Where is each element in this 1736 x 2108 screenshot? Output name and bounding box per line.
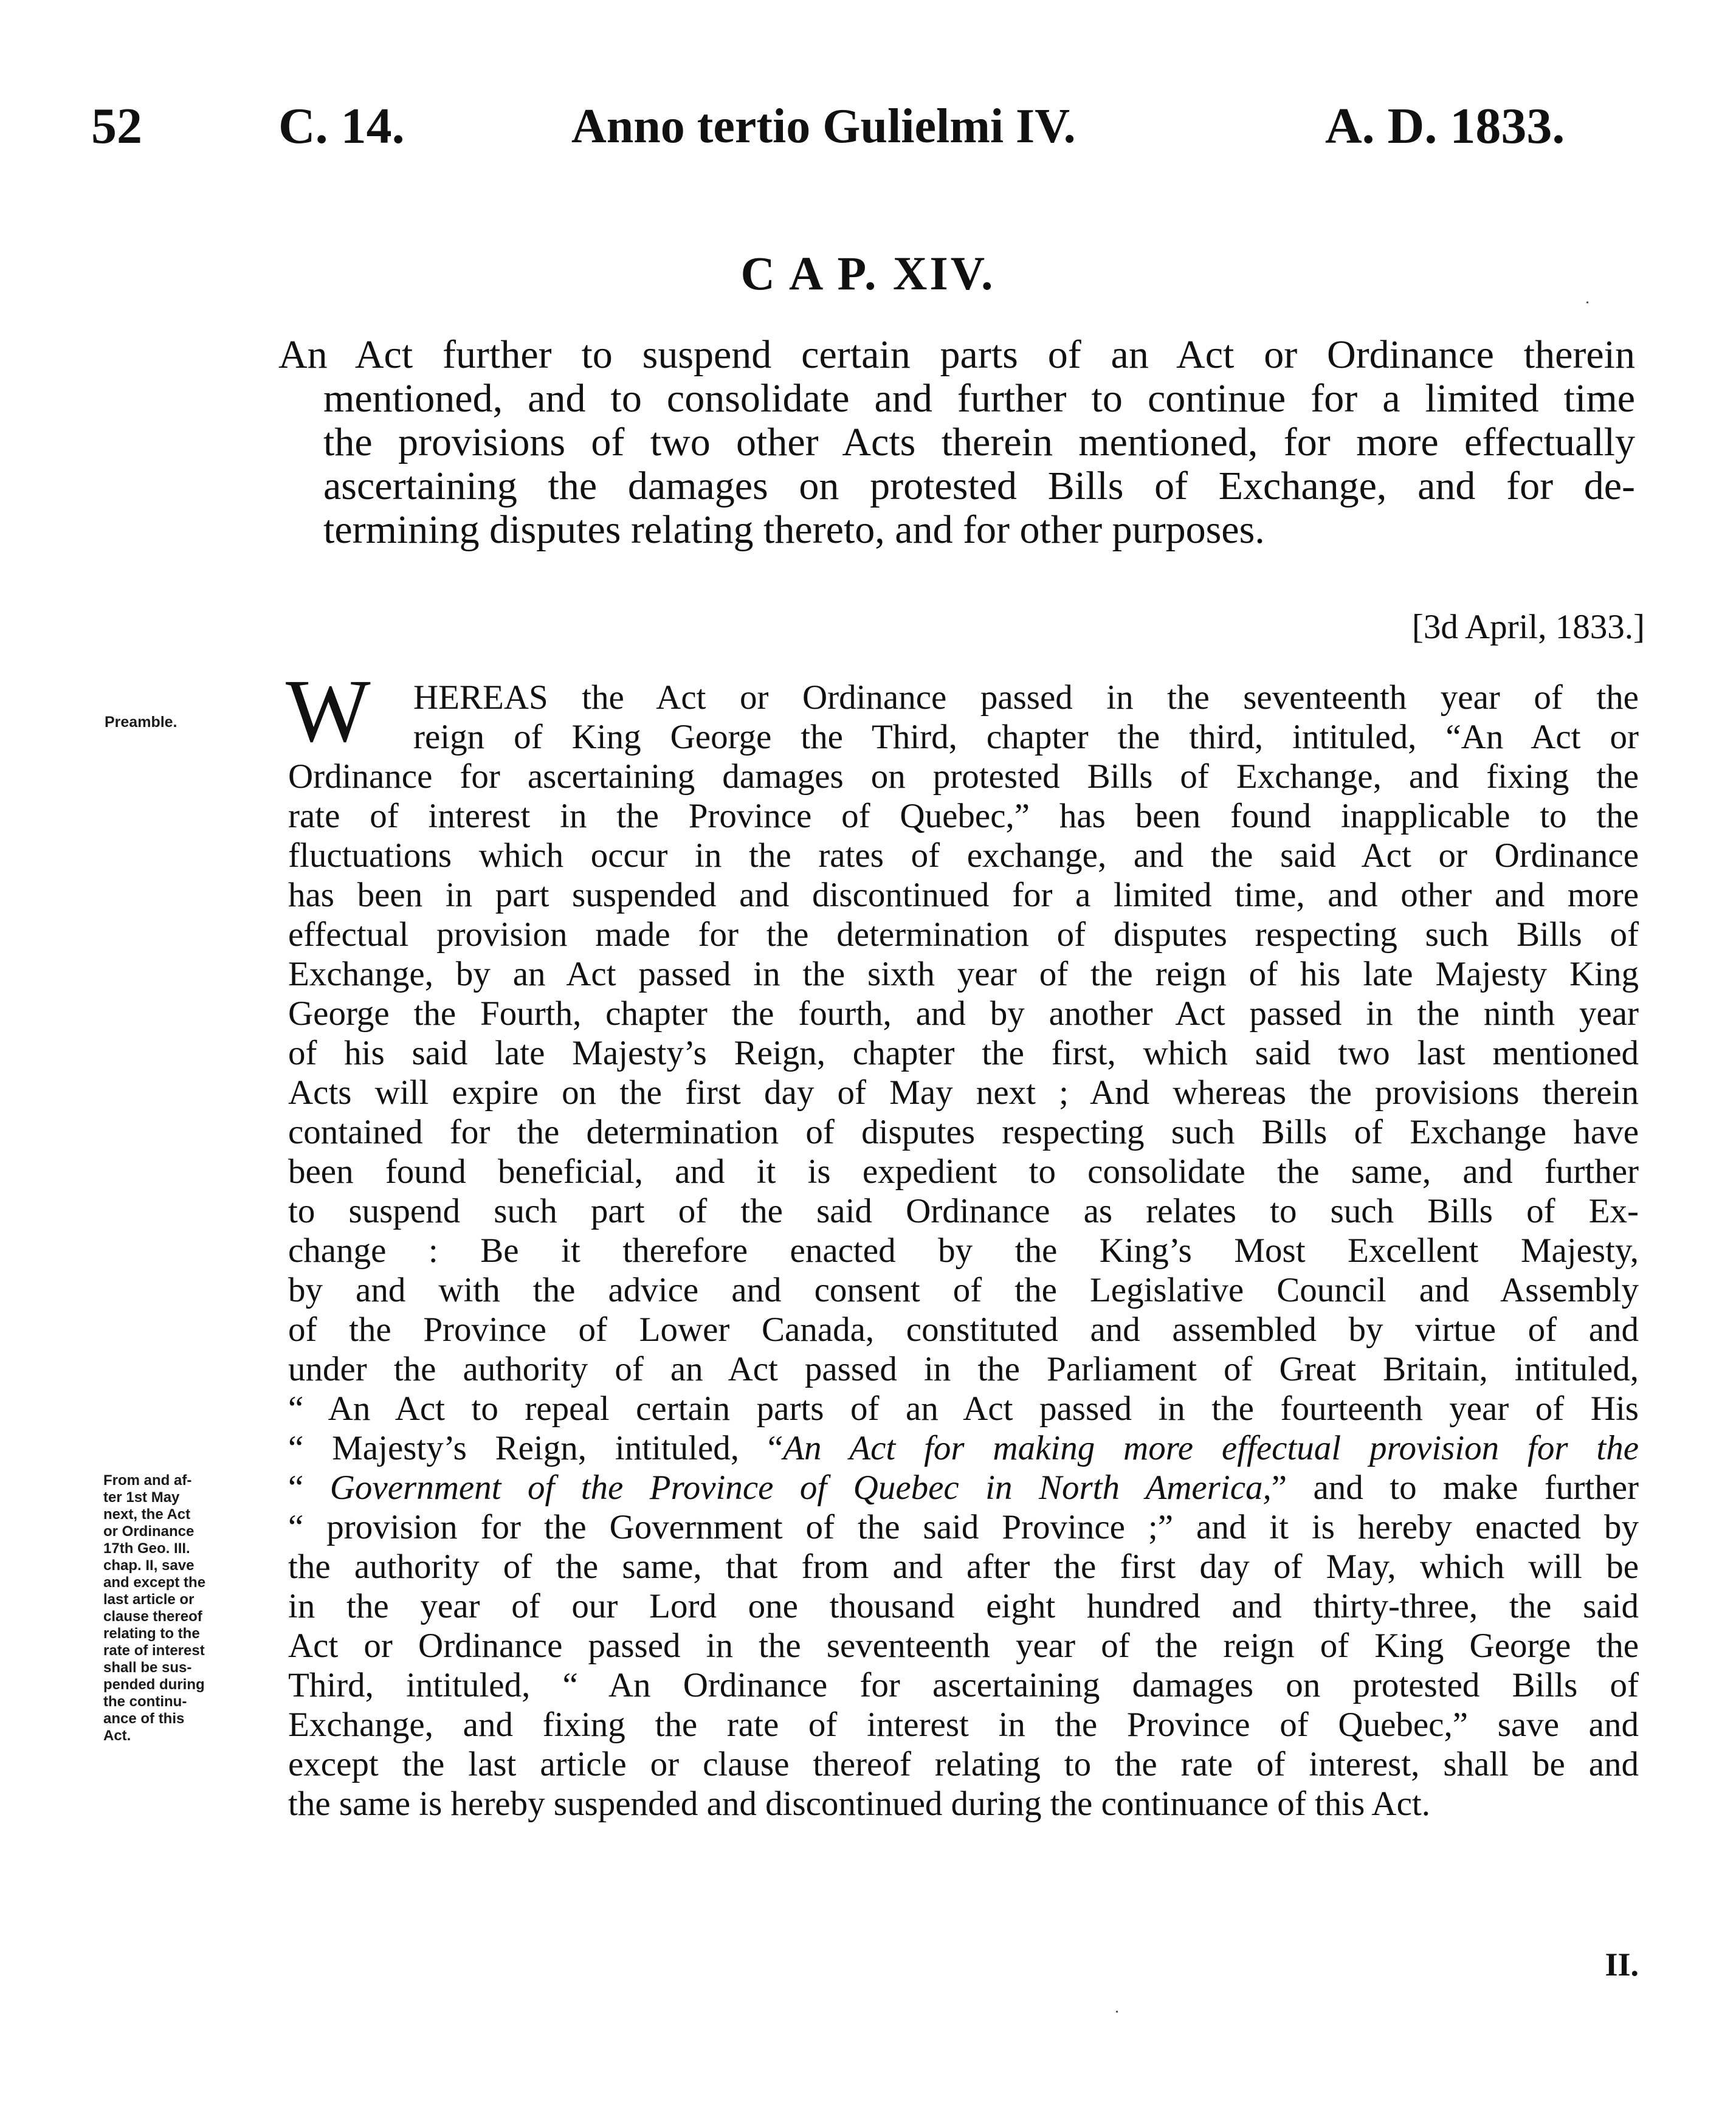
- body-line: by and with the advice and consent of the Legislative Council and Assembly: [288, 1271, 1639, 1309]
- print-speck: [1116, 2011, 1118, 2013]
- cap-heading: C A P. XIV.: [740, 247, 996, 300]
- body-line: “ provision for the Government of the said Province ;” and it is hereby enacted by: [288, 1508, 1639, 1546]
- body-line: in the year of our Lord one thousand eight hundred and thirty-three, the said: [288, 1587, 1639, 1625]
- body-line: effectual provision made for the determination of disputes respecting such Bills of: [288, 915, 1639, 954]
- side-note-line: shall be sus-: [103, 1659, 192, 1676]
- long-title-line: ascertaining the damages on protested Bills of Exchange, and for de-: [323, 464, 1635, 508]
- side-note-line: 17th Geo. III.: [103, 1540, 190, 1557]
- side-note-line: From and af-: [103, 1472, 192, 1489]
- body-line: George the Fourth, chapter the fourth, and by another Act passed in the ninth year: [288, 994, 1639, 1033]
- body-line: has been in part suspended and discontinued for a limited time, and other and more: [288, 876, 1639, 914]
- side-note-line: ance of this: [103, 1710, 185, 1727]
- side-note-line: relating to the: [103, 1625, 200, 1642]
- side-note-preamble: Preamble.: [105, 714, 177, 731]
- italic-act-title: Government of the Province of Quebec in North America,: [329, 1469, 1272, 1507]
- body-line: of the Province of Lower Canada, constituted and assembled by virtue of and: [288, 1311, 1639, 1349]
- regnal-year-heading: Anno tertio Gulielmi IV.: [571, 100, 1076, 153]
- body-line: fluctuations which occur in the rates of exchange, and the said Act or Ordinance: [288, 836, 1639, 875]
- drop-cap: W: [286, 661, 371, 761]
- side-note-line: chap. II, save: [103, 1557, 195, 1574]
- body-line: to suspend such part of the said Ordinance as relates to such Bills of Ex-: [288, 1192, 1639, 1230]
- body-line: rate of interest in the Province of Quebec,” has been found inapplicable to the: [288, 797, 1639, 835]
- long-title-line: the provisions of two other Acts therein mentioned, for more effectually: [323, 420, 1635, 464]
- side-note-section-one: [103, 1472, 205, 1745]
- body-line: Exchange, by an Act passed in the sixth year of the reign of his late Majesty King: [288, 955, 1639, 993]
- side-note-line: last article or: [103, 1591, 195, 1608]
- body-line: reign of King George the Third, chapter the third, intituled, “An Act or: [413, 718, 1639, 756]
- chapter-number: C. 14.: [278, 98, 405, 154]
- body-line: Ordinance for ascertaining damages on protested Bills of Exchange, and fixing the: [288, 757, 1639, 796]
- body-line: except the last article or clause thereof relating to the rate of interest, shall be and: [288, 1745, 1639, 1783]
- body-line: the same is hereby suspended and discontinued during the continuance of this Act.: [288, 1785, 1430, 1823]
- side-note-line: ter 1st May: [103, 1489, 180, 1506]
- italic-act-title: An Act for making more effectual provision for the: [783, 1429, 1639, 1467]
- long-title-line: An Act further to suspend certain parts of an Act or Ordinance therein: [278, 332, 1635, 377]
- quoted-text: “ Majesty’s Reign, intituled, “: [288, 1429, 784, 1467]
- body-line: [288, 1428, 1639, 1468]
- body-line: Exchange, and fixing the rate of interest in the Province of Quebec,” save and: [288, 1706, 1639, 1744]
- body-line: under the authority of an Act passed in the Parliament of Great Britain, intituled,: [288, 1350, 1639, 1388]
- side-note-line: and except the: [103, 1574, 206, 1591]
- body-line: HEREAS the Act or Ordinance passed in the seventeenth year of the: [413, 678, 1639, 717]
- body-line: Acts will expire on the first day of May next ; And whereas the provisions therein: [288, 1073, 1639, 1112]
- body-line: been found beneficial, and it is expedient to consolidate the same, and further: [288, 1152, 1639, 1191]
- side-note-line: pended during: [103, 1676, 205, 1693]
- body-line: Act or Ordinance passed in the seventeenth year of the reign of King George the: [288, 1627, 1639, 1665]
- body-line: contained for the determination of disputes respecting such Bills of Exchange have: [288, 1113, 1639, 1151]
- year-heading: A. D. 1833.: [1325, 98, 1565, 154]
- side-note-line: or Ordinance: [103, 1523, 195, 1540]
- long-title-line: termining disputes relating thereto, and for other purposes.: [323, 508, 1265, 552]
- body-line: Third, intituled, “ An Ordinance for ascertaining damages on protested Bills of: [288, 1666, 1639, 1704]
- body-line: “ An Act to repeal certain parts of an Act passed in the fourteenth year of His: [288, 1390, 1639, 1428]
- assent-date: [3d April, 1833.]: [1411, 608, 1645, 646]
- side-note-line: next, the Act: [103, 1506, 191, 1523]
- body-line: the authority of the same, that from and after the first day of May, which will be: [288, 1548, 1639, 1586]
- body-line: change : Be it therefore enacted by the King’s Most Excellent Majesty,: [288, 1231, 1639, 1270]
- long-title-line: mentioned, and to consolidate and further to continue for a limited time: [323, 376, 1635, 421]
- page-number: 52: [91, 98, 142, 154]
- quoted-text: ” and to make further: [1271, 1469, 1639, 1507]
- side-note-line: rate of interest: [103, 1642, 205, 1659]
- side-note-line: Act.: [103, 1727, 131, 1744]
- catchword: II.: [1605, 1946, 1639, 1983]
- quoted-text: “: [288, 1469, 330, 1507]
- side-note-line: the continu-: [103, 1693, 187, 1710]
- side-note-line: clause thereof: [103, 1608, 202, 1625]
- body-line: [288, 1468, 1639, 1507]
- body-line: of his said late Majesty’s Reign, chapter the first, which said two last mentioned: [288, 1034, 1639, 1072]
- print-speck: [1586, 301, 1588, 303]
